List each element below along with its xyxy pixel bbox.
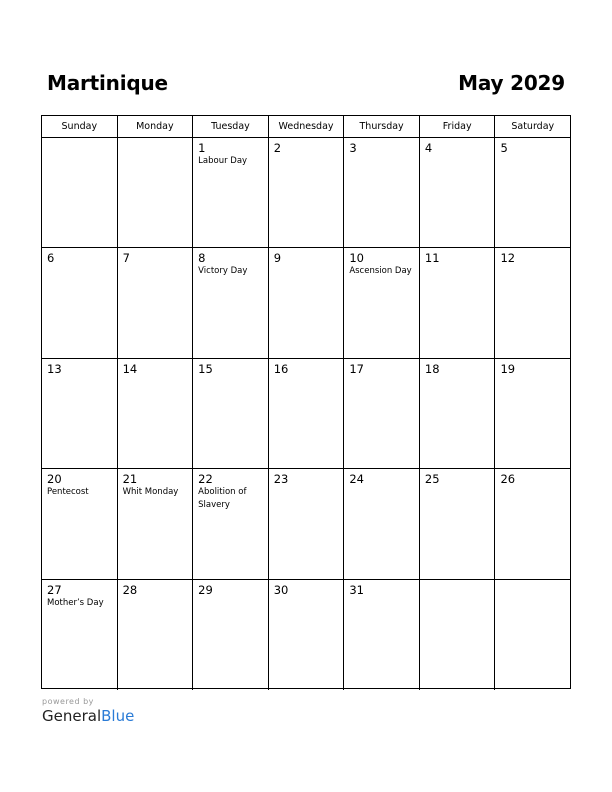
day-cell — [193, 138, 269, 247]
day-number: 18 — [424, 361, 440, 376]
week-row-5 — [42, 580, 570, 690]
day-cell — [42, 138, 118, 247]
day-number: 29 — [198, 582, 213, 597]
day-number: 19 — [500, 361, 516, 376]
day-cell — [193, 580, 269, 690]
day-cell — [420, 138, 496, 247]
footer-branding — [42, 697, 134, 725]
day-number: 15 — [198, 361, 213, 376]
brand-logo[interactable] — [42, 707, 134, 725]
day-number: 31 — [349, 582, 364, 597]
day-cell — [118, 469, 194, 578]
day-number: 23 — [273, 472, 289, 487]
day-cell — [118, 138, 194, 247]
day-number: 14 — [122, 361, 138, 376]
day-cell — [344, 580, 420, 690]
day-number: 17 — [349, 361, 364, 376]
day-cell — [118, 359, 194, 468]
day-number: 5 — [500, 141, 508, 155]
day-number: 27 — [47, 582, 62, 597]
weekday-header-row — [42, 116, 570, 138]
day-number: 6 — [47, 251, 55, 266]
day-number: 1 — [198, 141, 206, 155]
day-cell — [269, 580, 345, 690]
day-number: 22 — [198, 472, 213, 487]
country-title: Martinique — [47, 71, 168, 95]
day-cell — [269, 138, 345, 247]
day-cell — [42, 359, 118, 468]
day-cell — [344, 359, 420, 468]
calendar-grid — [41, 115, 571, 689]
holiday-label: Labour Day — [198, 156, 248, 166]
day-cell — [193, 248, 269, 357]
powered-by-text: powered by — [42, 697, 94, 706]
day-cell — [42, 469, 118, 578]
day-number: 28 — [122, 582, 138, 597]
day-cell — [495, 248, 570, 357]
day-number: 24 — [349, 472, 364, 487]
month-year-title: May 2029 — [458, 71, 565, 95]
day-cell — [269, 469, 345, 578]
day-cell — [344, 469, 420, 578]
day-cell — [495, 580, 570, 690]
week-row-3 — [42, 359, 570, 469]
day-number: 25 — [424, 472, 440, 487]
day-cell — [269, 359, 345, 468]
day-number: 11 — [424, 251, 440, 266]
holiday-label: Mother’s Day — [47, 597, 104, 608]
weekday-monday: Monday — [118, 116, 194, 137]
day-cell — [193, 469, 269, 578]
brand-general-text: General — [42, 707, 102, 725]
day-cell — [420, 248, 496, 357]
day-number: 8 — [198, 251, 206, 266]
day-number: 2 — [273, 141, 282, 155]
day-cell — [193, 359, 269, 468]
brand-blue-text: Blue — [101, 707, 135, 725]
day-number: 20 — [47, 472, 62, 487]
weekday-sunday: Sunday — [42, 116, 118, 137]
week-row-2 — [42, 248, 570, 358]
day-number: 30 — [273, 582, 289, 597]
day-cell — [118, 580, 194, 690]
day-number: 9 — [273, 251, 282, 266]
weekday-saturday: Saturday — [511, 121, 555, 132]
day-number: 12 — [500, 251, 516, 266]
day-cell — [118, 248, 194, 357]
day-cell — [495, 469, 570, 578]
day-cell — [42, 580, 118, 690]
weekday-tuesday: Tuesday — [193, 116, 269, 137]
day-cell — [420, 469, 496, 578]
day-number: 3 — [349, 141, 357, 155]
day-cell — [269, 248, 345, 357]
day-number: 7 — [122, 251, 130, 266]
holiday-label: Whit Monday — [122, 487, 179, 498]
day-number: 16 — [273, 361, 289, 376]
holiday-label: Abolition of Slavery — [198, 487, 247, 511]
day-cell — [420, 359, 496, 468]
day-number: 26 — [500, 472, 516, 487]
day-number: 21 — [122, 472, 138, 487]
day-cell — [344, 138, 420, 247]
week-row-1 — [42, 138, 570, 248]
day-number: 10 — [349, 251, 364, 266]
day-cell — [420, 580, 496, 690]
day-number: 4 — [424, 141, 433, 155]
day-cell — [42, 248, 118, 357]
day-cell — [344, 248, 420, 357]
weekday-friday: Friday — [420, 116, 496, 137]
week-row-4 — [42, 469, 570, 579]
holiday-label: Victory Day — [198, 266, 248, 277]
holiday-label: Ascension Day — [349, 266, 412, 277]
weekday-wednesday: Wednesday — [269, 116, 345, 137]
day-number: 13 — [47, 361, 62, 376]
day-cell — [495, 138, 570, 247]
day-cell — [495, 359, 570, 468]
holiday-label: Pentecost — [47, 487, 89, 498]
weekday-thursday: Thursday — [344, 116, 420, 137]
